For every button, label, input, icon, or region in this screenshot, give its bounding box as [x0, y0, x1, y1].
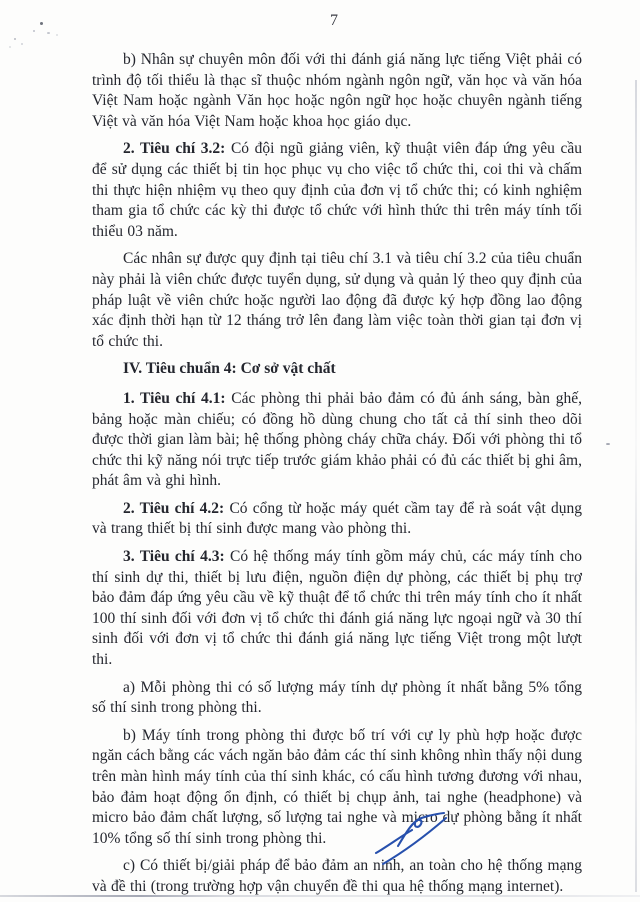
scan-speck — [47, 32, 50, 34]
paragraph-criterion-4-3 — [92, 547, 582, 671]
paragraph-personnel-requirement — [92, 249, 582, 352]
scan-speck — [14, 38, 16, 40]
paragraph-text: Có hệ thống máy tính gồm máy chủ, các máy tính cho thí sinh dự thi, thiết bị lưu điện, nguồn điện dự phòng, các thiết bị phụ trợ bảo đảm đáp ứng yêu cầu về kỹ thuật để tổ chức thi trên máy tính cho ít nhất 100 thí sinh đối với đơn vị tổ chức thi đánh giá năng lực ngoại ngữ và 30 thí sinh đối với đơn vị tổ chức thi đánh giá năng lực tiếng Việt trong một lượt thi. — [92, 548, 583, 669]
section-heading-standard-4: IV. Tiêu chuẩn 4: Cơ sở vật chất — [123, 360, 336, 378]
criterion-label: 3. Tiêu chí 4.3: — [123, 548, 225, 566]
scan-speck — [40, 22, 43, 25]
paragraph-text: a) Mỗi phòng thi có số lượng máy tính dự phòng ít nhất bằng 5% tổng số thí sinh trong phòng thi. — [92, 678, 582, 717]
document-content — [92, 50, 582, 902]
paragraph-text: b) Máy tính trong phòng thi được bố trí với cự ly phù hợp hoặc được ngăn cách bằng các vách ngăn bảo đảm các thí sinh không nhìn thấy nội dung trên màn hình máy tính của thí sinh khác, có cấu hình tương đương với nhau, bảo đảm hoạt động ổn định, có thiết bị chụp ảnh, tai nghe (headphone) và micro bảo đảm chất lượng, số lượng tai nghe và micro dự phòng bằng ít nhất 10% tổng số thí sinh trong phòng thi. — [92, 726, 583, 847]
paragraph-text: Các nhân sự được quy định tại tiêu chí 3.1 và tiêu chí 3.2 của tiêu chuẩn này phải là viên chức được tuyển dụng, sử dụng và quản lý theo quy định của pháp luật về viên chức hoặc người lao động đã được ký hợp đồng lao động xác định thời hạn từ 12 tháng trở lên đang làm việc toàn thời gian tại đơn vị tổ chức thi. — [92, 250, 582, 350]
scan-speck — [56, 34, 58, 36]
paragraph-item-a-backup-computers — [92, 678, 582, 719]
scan-speck — [9, 46, 11, 48]
paragraph-text: c) Có thiết bị/giải pháp để bảo đảm an ninh, an toàn cho hệ thống mạng và đề thi (trong trường hợp vận chuyển đề thi qua hệ thống mạng internet). — [92, 857, 582, 895]
paragraph-item-c-network-security — [92, 856, 582, 897]
paragraph-text: b) Nhân sự chuyên môn đối với thi đánh giá năng lực tiếng Việt phải có trình độ tối thiểu là thạc sĩ thuộc nhóm ngành ngôn ngữ, văn học và văn hóa Việt Nam hoặc ngành Văn học hoặc ngôn ngữ học hoặc chuyên ngành tiếng Việt và văn hóa Việt Nam hoặc khoa học giáo dục. — [92, 51, 582, 130]
criterion-label: 2. Tiêu chí 4.2: — [123, 499, 225, 517]
signature-stroke — [398, 813, 444, 846]
paragraph-text: Có cổng từ hoặc máy quét cầm tay để rà soát vật dụng và trang thiết bị thí sinh được mang vào phòng thi. — [92, 499, 582, 538]
scan-speck — [33, 30, 35, 32]
scan-artifact-right-edge — [635, 80, 637, 892]
paragraph-text: Các phòng thi phải bảo đảm có đủ ánh sáng, bàn ghế, bảng hoặc màn chiếu; có đồng hồ dùng chung cho tất cả thí sinh theo dõi được thời gian làm bài; hệ thống phòng cháy chữa cháy. Đối với phòng thi tổ chức thi kỹ năng nói trực tiếp trước giám khảo phải có đủ các thiết bị ghi âm, phát âm và ghi hình. — [92, 389, 582, 490]
scan-speck — [21, 43, 23, 45]
paragraph-criterion-4-1 — [92, 389, 582, 492]
paragraph-personnel-vietnamese — [92, 50, 582, 132]
criterion-label: 1. Tiêu chí 4.1: — [123, 389, 226, 407]
paragraph-text: Có đội ngũ giảng viên, kỹ thuật viên đáp ứng yêu cầu để sử dụng các thiết bị tin học phục vụ cho việc tổ chức thi, coi thi và chấm thi thực hiện nhiệm vụ theo quy định của đơn vị tổ chức thi; có kinh nghiệm tham gia tổ chức các kỳ thi được tổ chức với hình thức thi trên máy tính tối thiểu 03 năm. — [92, 140, 582, 240]
page-number: 7 — [330, 12, 338, 29]
signature-ink — [368, 808, 456, 870]
scan-artifact-bottom-edge — [0, 895, 640, 897]
paragraph-item-b-computer-arrangement — [92, 726, 582, 850]
paragraph-criterion-3-2 — [92, 139, 582, 242]
scan-speck — [606, 443, 610, 445]
paragraph-criterion-4-2 — [92, 499, 582, 540]
criterion-label: 2. Tiêu chí 3.2: — [123, 140, 226, 158]
